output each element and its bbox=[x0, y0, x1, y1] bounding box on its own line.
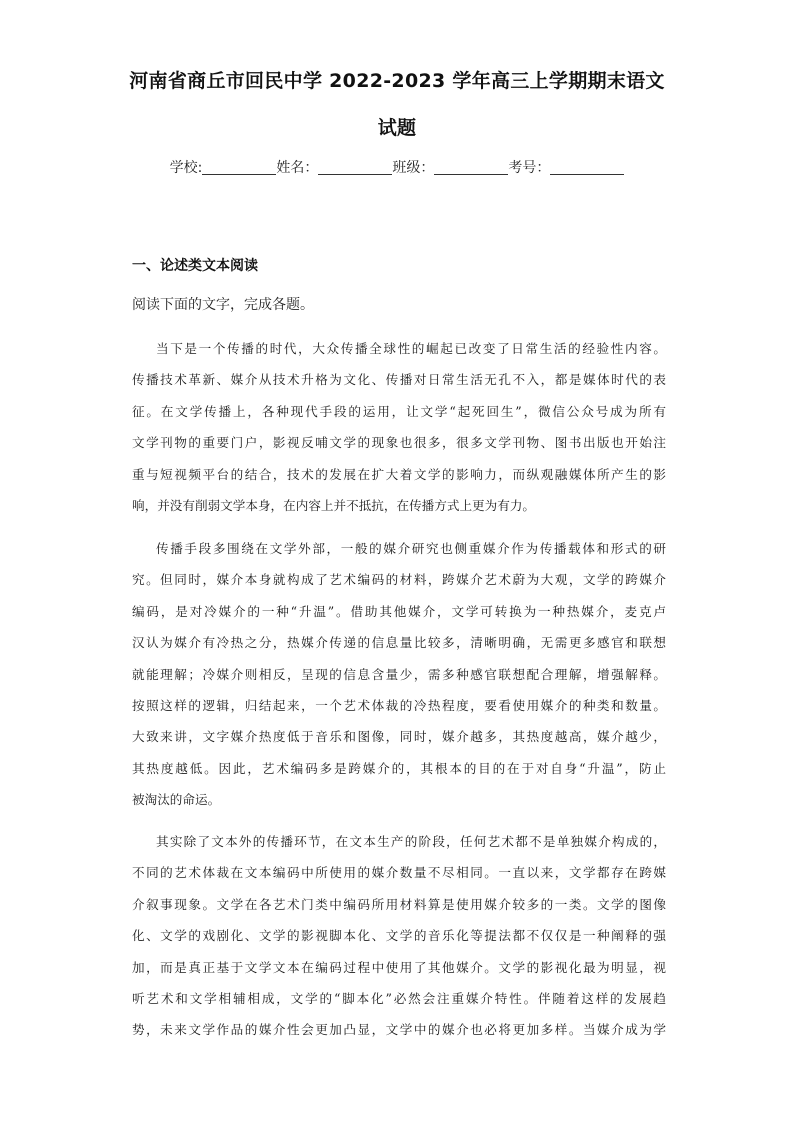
document-title-line-1: 河南省商丘市回民中学 2022-2023 学年高三上学期期末语文 bbox=[129, 70, 665, 92]
paragraph-2 bbox=[132, 533, 666, 816]
school-blank bbox=[202, 160, 276, 175]
paragraph-line: 就能理解；冷媒介则相反，呈现的信息含量少，需多种感官联想配合理解，增强解释。 bbox=[132, 666, 666, 682]
paragraph-line: 汉认为媒介有冷热之分，热媒介传递的信息量比较多，清晰明确，无需更多感官和联想 bbox=[132, 635, 666, 651]
name-blank bbox=[318, 160, 392, 175]
paragraph-line: 重与短视频平台的结合，技术的发展在扩大着文学的影响力，而纵观融媒体所产生的影 bbox=[132, 466, 666, 482]
paragraph-line: 势，未来文学作品的媒介性会更加凸显，文学中的媒介也必将更加多样。当媒介成为学 bbox=[132, 1022, 666, 1038]
paragraph-line: 加，而是真正基于文学文本在编码过程中使用了其他媒介。文学的影视化最为明显，视 bbox=[132, 959, 666, 975]
paragraph-line: 介叙事现象。文学在各艺术门类中编码所用材料算是使用媒介较多的一类。文学的图像 bbox=[132, 896, 666, 912]
document-title-line-2: 试题 bbox=[377, 117, 417, 139]
paragraph-line: 征。在文学传播上，各种现代手段的运用，让文学“起死回生”，微信公众号成为所有 bbox=[132, 403, 666, 419]
paragraph-line: 大致来讲，文字媒介热度低于音乐和图像，同时，媒介越多，其热度越高，媒介越少， bbox=[132, 729, 666, 745]
paragraph-line: 听艺术和文学相辅相成，文学的“脚本化”必然会注重媒介特性。伴随着这样的发展趋 bbox=[132, 990, 666, 1006]
paragraph-1 bbox=[132, 333, 666, 521]
paragraph-line: 化、文学的戏剧化、文学的影视脚本化、文学的音乐化等提法都不仅仅是一种阐释的强 bbox=[132, 928, 666, 944]
paragraph-line: 究。但同时，媒介本身就构成了艺术编码的材料，跨媒介艺术蔚为大观，文学的跨媒介 bbox=[132, 572, 666, 588]
paragraph-line: 文学刊物的重要门户，影视反哺文学的现象也很多，很多文学刊物、图书出版也开始注 bbox=[132, 435, 666, 451]
name-label: 姓名： bbox=[276, 160, 319, 176]
paragraph-line: 其热度越低。因此，艺术编码多是跨媒介的，其根本的目的在于对自身“升温”，防止 bbox=[132, 760, 666, 776]
school-label: 学校: bbox=[169, 160, 203, 176]
section-heading: 一、论述类文本阅读 bbox=[132, 258, 258, 274]
paragraph-line: 其实除了文本外的传播环节，在文本生产的阶段，任何艺术都不是单独媒介构成的， bbox=[156, 834, 666, 849]
paragraph-line: 被淘汰的命运。 bbox=[132, 792, 221, 808]
paragraph-3 bbox=[132, 826, 666, 1046]
reading-instruction: 阅读下面的文字，完成各题。 bbox=[132, 297, 314, 313]
paragraph-line: 传播技术革新、媒介从技术升格为文化、传播对日常生活无孔不入，都是媒体时代的表 bbox=[132, 372, 666, 388]
class-blank bbox=[434, 160, 508, 175]
paragraph-line: 响，并没有削弱文学本身，在内容上并不抵抗，在传播方式上更为有力。 bbox=[132, 497, 535, 513]
paragraph-line: 不同的艺术体裁在文本编码中所使用的媒介数量不尽相同。一直以来，文学都存在跨媒 bbox=[132, 865, 666, 881]
class-label: 班级： bbox=[392, 160, 435, 176]
paragraph-line: 编码，是对冷媒介的一种“升温”。借助其他媒介，文学可转换为一种热媒介，麦克卢 bbox=[132, 603, 666, 619]
paragraph-line: 传播手段多围绕在文学外部，一般的媒介研究也侧重媒介作为传播载体和形式的研 bbox=[156, 541, 666, 556]
paragraph-line: 按照这样的逻辑，归结起来，一个艺术体裁的冷热程度，要看使用媒介的种类和数量。 bbox=[132, 697, 666, 713]
paragraph-line: 当下是一个传播的时代，大众传播全球性的崛起已改变了日常生活的经验性内容。 bbox=[156, 341, 666, 356]
exam-number-label: 考号： bbox=[508, 160, 551, 176]
exam-number-blank bbox=[550, 160, 624, 175]
student-info-row bbox=[0, 157, 794, 177]
